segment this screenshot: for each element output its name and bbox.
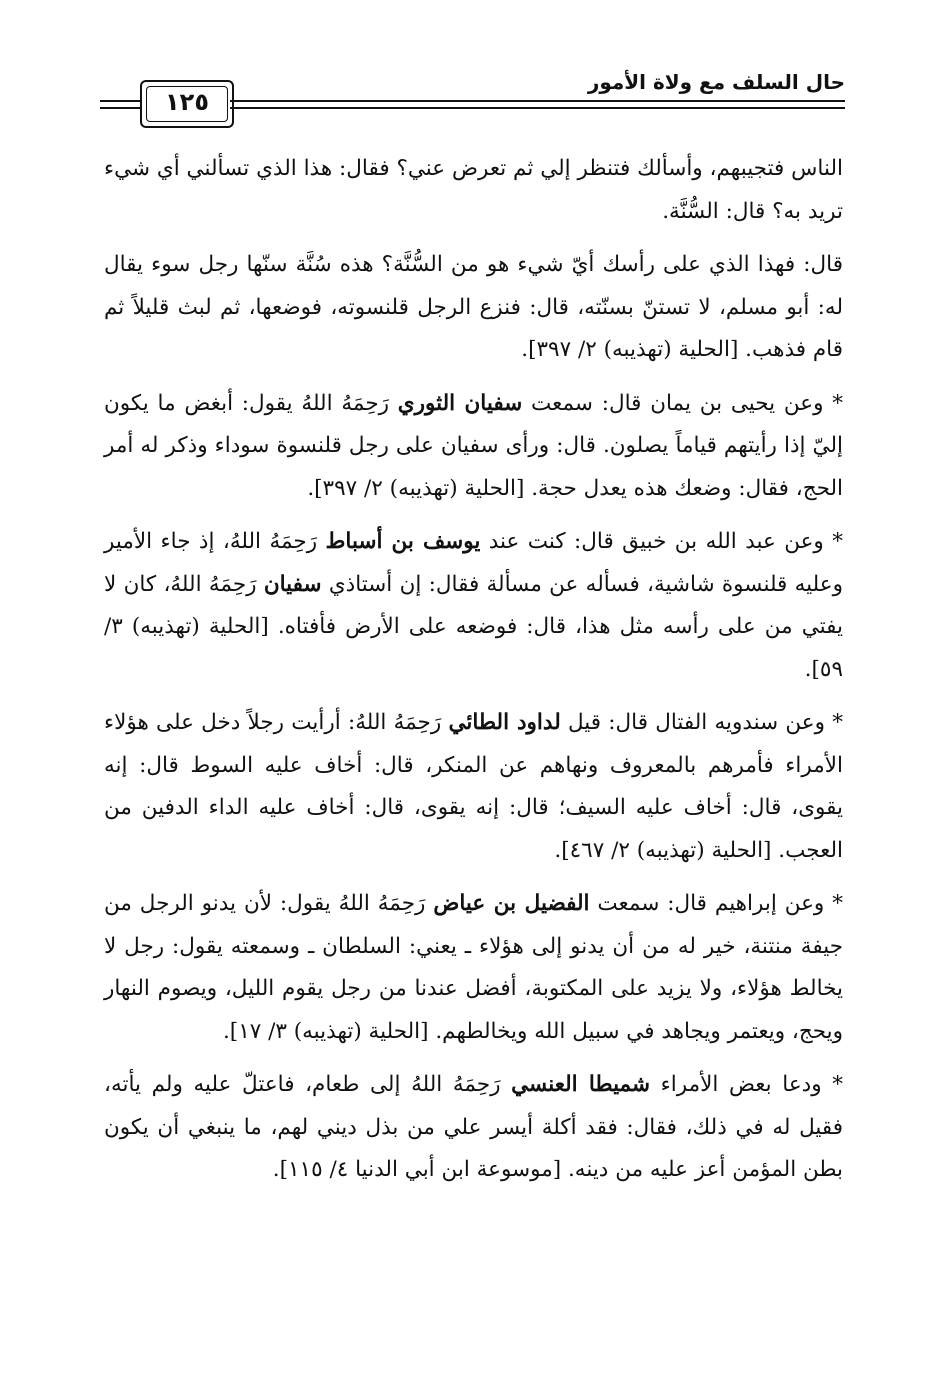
header-rule-left	[100, 100, 140, 109]
text-segment: رَحِمَهُ اللهُ يقول: أبغض ما يكون إليّ إذا رأيتهم قياماً يصلون. قال: ورأى سفيان على رجل قلنسوة سوداء وذكر له أمر الحج، فقال: وضعك هذه يعدل حجة. [الحلية (تهذيبه) ٢/ ٣٩٧].	[104, 390, 843, 501]
page-body	[104, 148, 843, 1203]
page-number-frame	[140, 80, 234, 128]
text-segment: رَحِمَهُ اللهُ يقول: لأن يدنو الرجل من جيفة منتنة، خير له من أن يدنو إلى هؤلاء ـ يعني: السلطان ـ وسمعته يقول: رجل لا يخالط هؤلاء، ولا يزيد على المكتوبة، أفضل عندنا من رجل يقوم الليل، ويصوم النهار ويحج، ويعتمر ويجاهد في سبيل الله ويخالطهم. [الحلية (تهذيبه) ٣/ ١٧].	[104, 891, 843, 1044]
running-title: حال السلف مع ولاة الأمور	[587, 70, 845, 94]
bold-name: الفضيل بن عياض	[433, 891, 590, 916]
text-segment: رَحِمَهُ اللهُ، إذ جاء الأمير وعليه قلنسوة شاشية، فسأله عن مسألة فقال: إن أستاذي	[104, 529, 843, 597]
text-segment: * وعن إبراهيم قال: سمعت	[589, 891, 843, 916]
bold-name: يوسف بن أسباط	[325, 529, 481, 554]
paragraph	[104, 148, 843, 233]
paragraph	[104, 883, 843, 1053]
page-header	[100, 70, 845, 132]
text-segment: رَحِمَهُ اللهُ، كان لا يفتي من على رأسه مثل هذا، قال: فوضعه على الأرض فأفتاه. [الحلية (تهذيبه) ٣/ ٥٩].	[104, 571, 843, 682]
bold-name: سفيان	[263, 571, 322, 597]
bold-name: سفيان الثوري	[397, 390, 523, 416]
page-number: ١٢٥	[165, 88, 209, 116]
text-segment: الناس فتجيبهم، وأسألك فتنظر إلي ثم تعرض عني؟ فقال: هذا الذي تسألني أي شيء تريد به؟ قال: السُّنَّة.	[104, 156, 843, 224]
text-segment: * وعن سندويه الفتال قال: قيل	[560, 710, 843, 735]
header-rule-right	[230, 100, 845, 109]
paragraph	[104, 244, 843, 372]
paragraph	[104, 521, 843, 691]
text-segment: رَحِمَهُ اللهُ إلى طعام، فاعتلّ عليه ولم يأته، فقيل له في ذلك، فقال: فقد أكلة أيسر علي من بذل ديني لهم، ما ينبغي أن يكون بطن المؤمن أعز عليه من دينه. [موسوعة ابن أبي الدنيا ٤/ ١١٥].	[104, 1072, 843, 1182]
paragraph	[104, 702, 843, 872]
text-segment: قال: فهذا الذي على رأسك أيّ شيء هو من السُّنَّة؟ هذه سُنَّة سنّها رجل سوء يقال له: أبو مسلم، لا تستنّ بسنّته، قال: فنزع الرجل قلنسوته، فوضعها، ثم لبث قليلاً ثم قام فذهب. [الحلية (تهذيبه) ٢/ ٣٩٧].	[104, 252, 843, 362]
paragraph	[104, 1064, 843, 1192]
text-segment: رَحِمَهُ اللهُ: أرأيت رجلاً دخل على هؤلاء الأمراء فأمرهم بالمعروف ونهاهم عن المنكر، قال: أخاف عليه السوط قال: إنه يقوى، قال: أخاف عليه السيف؛ قال: إنه يقوى، قال: أخاف عليه الداء الدفين من العجب. [الحلية (تهذيبه) ٢/ ٤٦٧].	[104, 710, 843, 863]
paragraph	[104, 383, 843, 511]
bold-name: شميطا العنسي	[511, 1072, 651, 1097]
bold-name: لداود الطائي	[448, 710, 561, 735]
text-segment: * وعن يحيى بن يمان قال: سمعت	[522, 390, 843, 416]
text-segment: * وعن عبد الله بن خبيق قال: كنت عند	[480, 529, 843, 554]
text-segment: * ودعا بعض الأمراء	[650, 1072, 843, 1097]
